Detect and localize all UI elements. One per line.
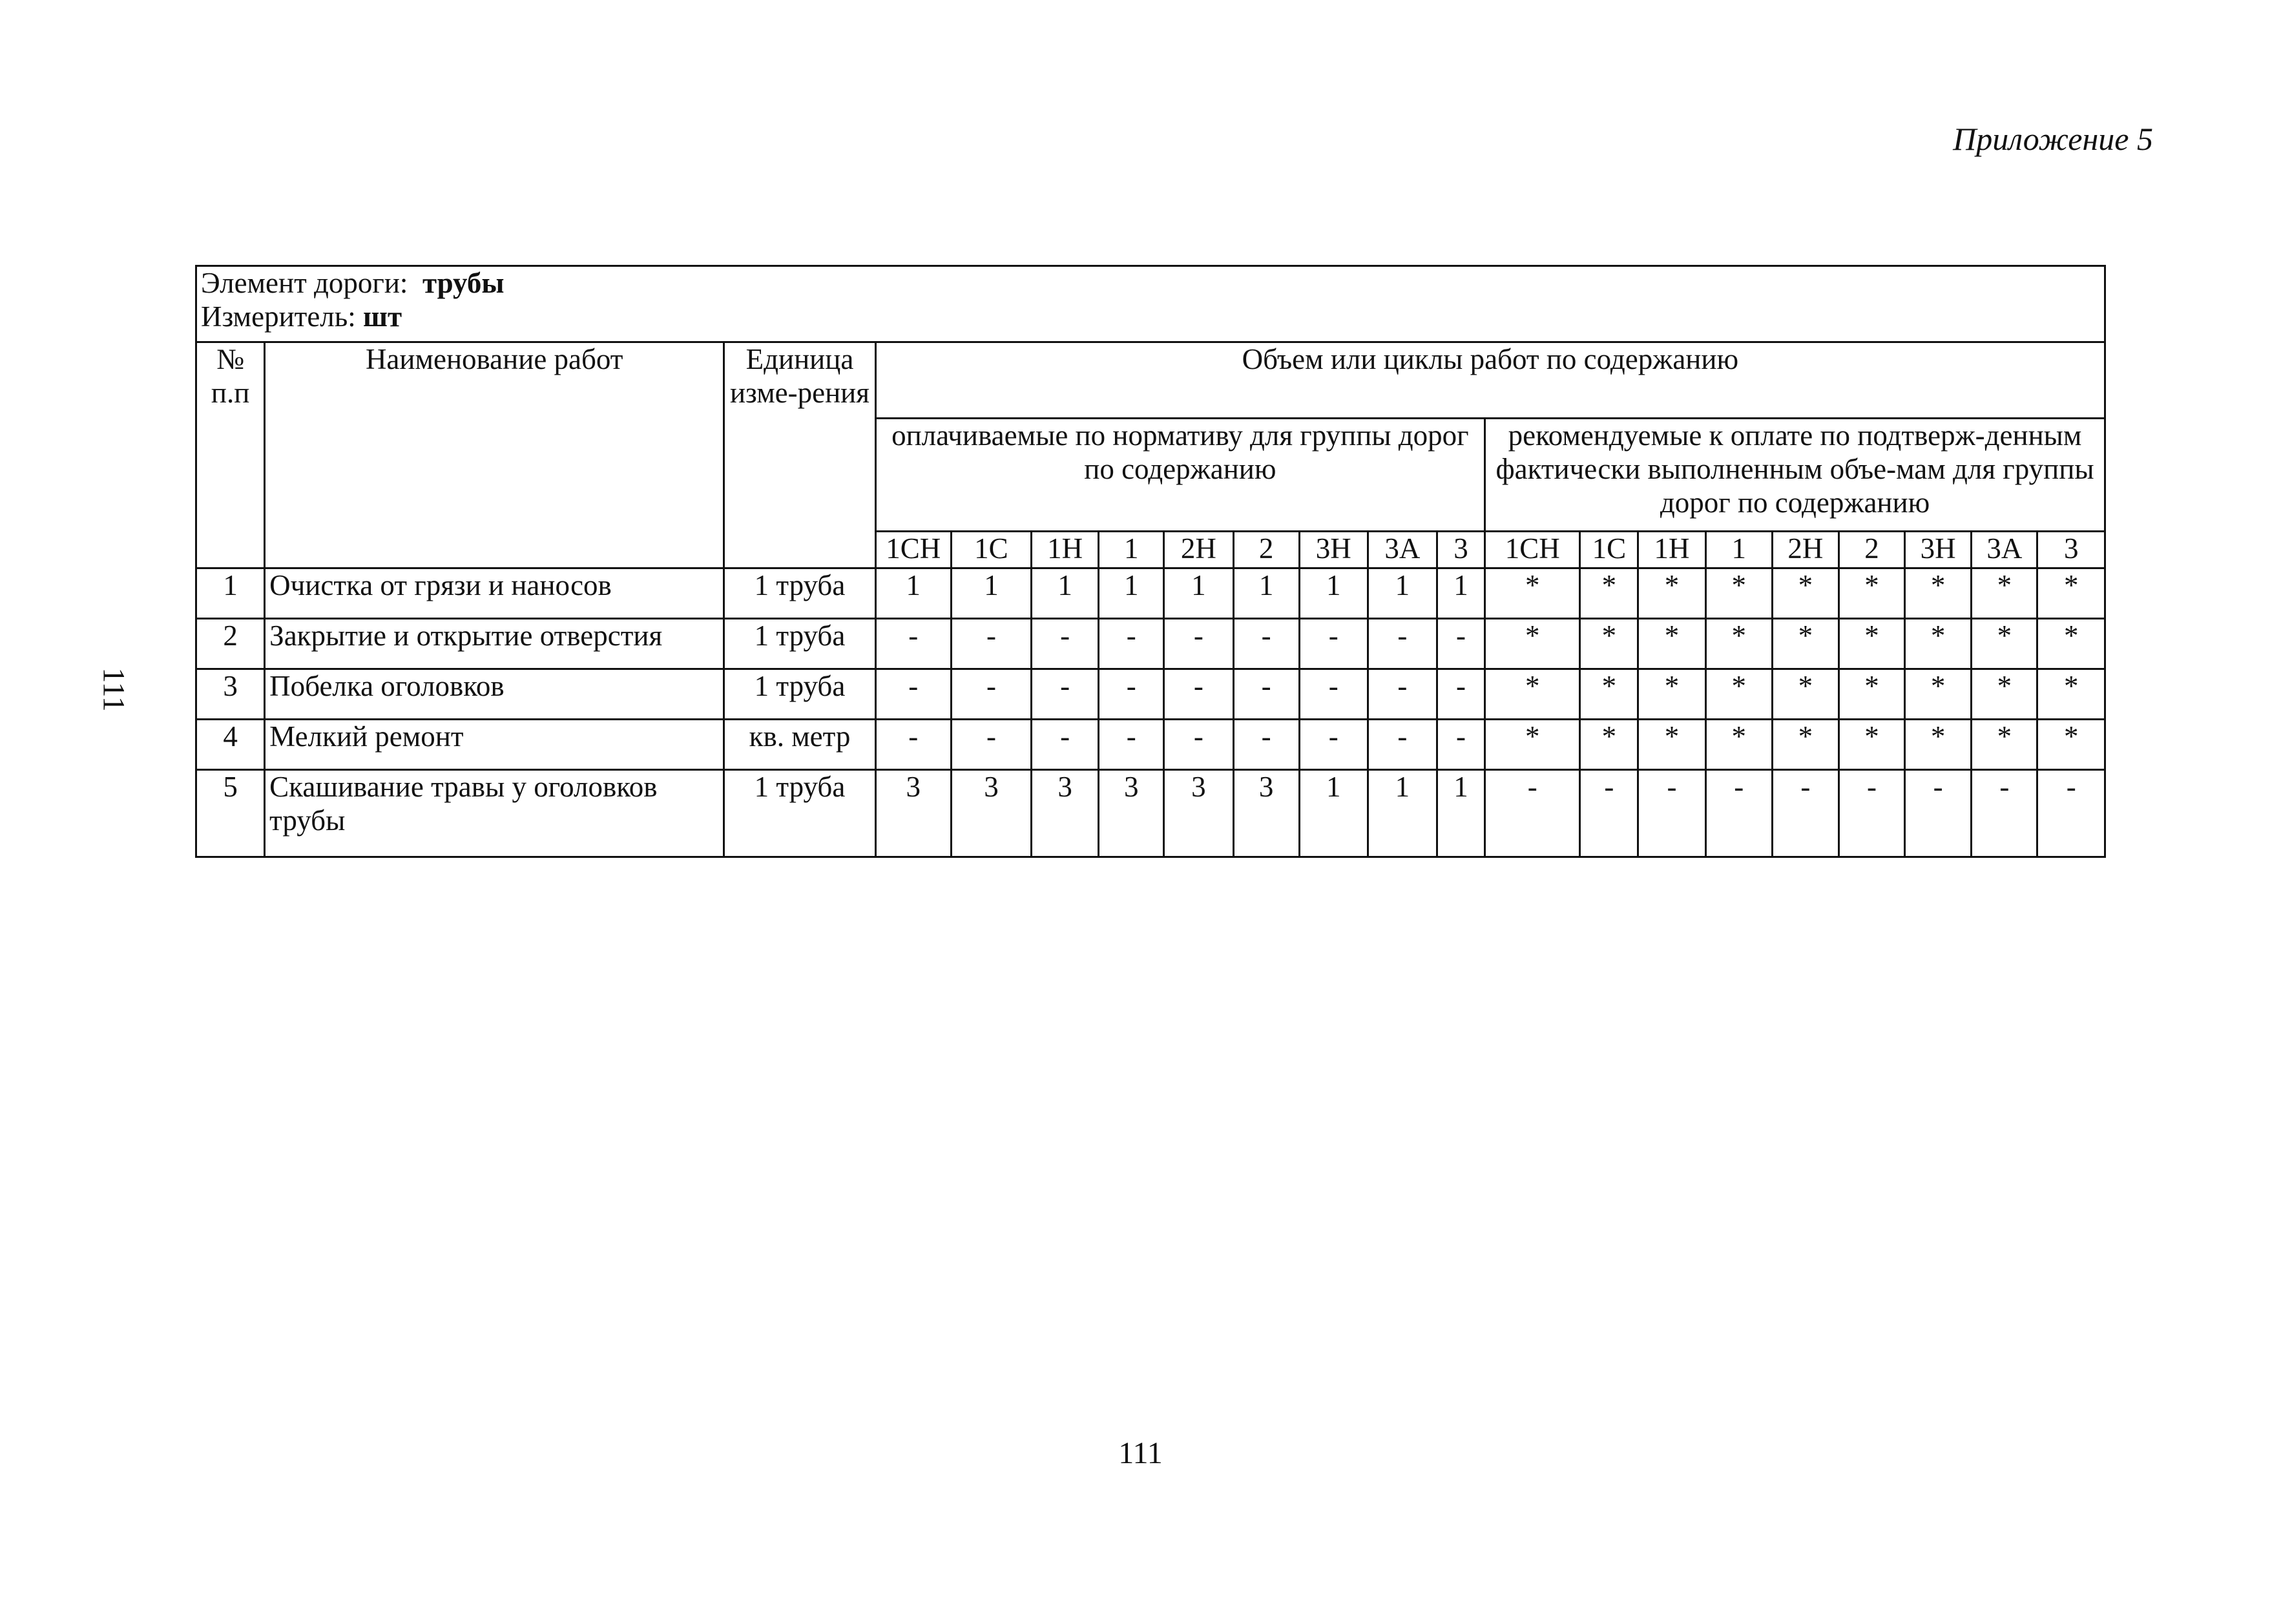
row-paid-value: - bbox=[1437, 720, 1484, 770]
row-number: 4 bbox=[196, 720, 265, 770]
row-recommended-value: * bbox=[1485, 669, 1580, 720]
row-recommended-value: * bbox=[1638, 720, 1705, 770]
row-paid-value: 1 bbox=[1299, 568, 1368, 619]
table-row bbox=[196, 720, 2105, 770]
row-recommended-value: * bbox=[1838, 568, 1904, 619]
group-header-recommended: 2 bbox=[1838, 532, 1904, 568]
row-unit: 1 труба bbox=[724, 669, 875, 720]
row-recommended-value: * bbox=[2037, 619, 2105, 669]
row-recommended-value: * bbox=[1485, 619, 1580, 669]
row-paid-value: - bbox=[1368, 619, 1437, 669]
row-recommended-value: * bbox=[1580, 669, 1638, 720]
appendix-label: Приложение 5 bbox=[1953, 121, 2153, 157]
row-recommended-value: * bbox=[2037, 720, 2105, 770]
row-paid-value: - bbox=[951, 619, 1031, 669]
row-number: 1 bbox=[196, 568, 265, 619]
row-paid-value: - bbox=[1368, 669, 1437, 720]
row-paid-value: - bbox=[1032, 720, 1099, 770]
row-recommended-value: * bbox=[1772, 669, 1838, 720]
meter-value: шт bbox=[363, 300, 402, 333]
group-header-paid: 1СН bbox=[875, 532, 951, 568]
row-recommended-value: * bbox=[1485, 720, 1580, 770]
row-paid-value: 3 bbox=[1233, 770, 1299, 857]
row-recommended-value: - bbox=[1638, 770, 1705, 857]
row-paid-value: 1 bbox=[1299, 770, 1368, 857]
row-paid-value: 1 bbox=[1099, 568, 1164, 619]
row-recommended-value: * bbox=[1580, 568, 1638, 619]
row-recommended-value: * bbox=[1972, 619, 2037, 669]
row-paid-value: - bbox=[875, 669, 951, 720]
group-header-recommended: 1Н bbox=[1638, 532, 1705, 568]
header-unit: Единица изме-рения bbox=[724, 342, 875, 568]
header-paid: оплачиваемые по нормативу для группы дорог по содержанию bbox=[875, 419, 1484, 532]
element-value: трубы bbox=[422, 267, 505, 299]
row-paid-value: - bbox=[1099, 669, 1164, 720]
row-paid-value: - bbox=[1164, 669, 1233, 720]
row-paid-value: - bbox=[875, 720, 951, 770]
element-label: Элемент дороги: bbox=[201, 267, 408, 299]
row-paid-value: 1 bbox=[875, 568, 951, 619]
group-header-paid: 3Н bbox=[1299, 532, 1368, 568]
row-paid-value: - bbox=[1233, 619, 1299, 669]
works-table bbox=[195, 265, 2106, 858]
row-recommended-value: * bbox=[1705, 568, 1772, 619]
table-row bbox=[196, 770, 2105, 857]
row-paid-value: - bbox=[1437, 619, 1484, 669]
row-paid-value: 1 bbox=[1233, 568, 1299, 619]
row-recommended-value: * bbox=[1772, 720, 1838, 770]
row-number: 3 bbox=[196, 669, 265, 720]
row-paid-value: 3 bbox=[1164, 770, 1233, 857]
group-header-paid: 3 bbox=[1437, 532, 1484, 568]
row-number: 2 bbox=[196, 619, 265, 669]
row-number: 5 bbox=[196, 770, 265, 857]
row-paid-value: - bbox=[1164, 619, 1233, 669]
row-recommended-value: * bbox=[1705, 619, 1772, 669]
row-recommended-value: - bbox=[1905, 770, 1972, 857]
header-num: № п.п bbox=[196, 342, 265, 568]
row-paid-value: - bbox=[1299, 669, 1368, 720]
row-paid-value: 1 bbox=[1368, 770, 1437, 857]
row-paid-value: - bbox=[1233, 669, 1299, 720]
row-paid-value: 1 bbox=[1164, 568, 1233, 619]
group-header-paid: 2 bbox=[1233, 532, 1299, 568]
row-recommended-value: - bbox=[1705, 770, 1772, 857]
row-recommended-value: - bbox=[1580, 770, 1638, 857]
row-paid-value: - bbox=[1437, 669, 1484, 720]
row-paid-value: - bbox=[951, 669, 1031, 720]
table-row bbox=[196, 669, 2105, 720]
table-info-header bbox=[196, 266, 2105, 342]
row-paid-value: 1 bbox=[1368, 568, 1437, 619]
side-page-number: 111 bbox=[96, 667, 131, 712]
group-header-recommended: 3Н bbox=[1905, 532, 1972, 568]
row-recommended-value: * bbox=[1838, 720, 1904, 770]
group-header-recommended: 2Н bbox=[1772, 532, 1838, 568]
row-unit: 1 труба bbox=[724, 568, 875, 619]
row-recommended-value: * bbox=[1838, 619, 1904, 669]
group-header-paid: 1С bbox=[951, 532, 1031, 568]
row-recommended-value: * bbox=[1638, 669, 1705, 720]
row-paid-value: 1 bbox=[1437, 568, 1484, 619]
row-recommended-value: - bbox=[1485, 770, 1580, 857]
row-paid-value: - bbox=[1032, 669, 1099, 720]
row-recommended-value: * bbox=[1580, 619, 1638, 669]
row-recommended-value: * bbox=[1972, 568, 2037, 619]
row-paid-value: 3 bbox=[951, 770, 1031, 857]
row-recommended-value: * bbox=[1905, 720, 1972, 770]
group-header-paid: 1Н bbox=[1032, 532, 1099, 568]
row-paid-value: 3 bbox=[1099, 770, 1164, 857]
group-header-recommended: 3 bbox=[2037, 532, 2105, 568]
table-row bbox=[196, 619, 2105, 669]
row-paid-value: 1 bbox=[1437, 770, 1484, 857]
header-recommended: рекомендуемые к оплате по подтверж-денным фактически выполненным объе-мам для группы дорог по содержанию bbox=[1485, 419, 2105, 532]
row-recommended-value: - bbox=[2037, 770, 2105, 857]
row-unit: кв. метр bbox=[724, 720, 875, 770]
group-header-paid: 1 bbox=[1099, 532, 1164, 568]
row-recommended-value: * bbox=[1905, 568, 1972, 619]
row-recommended-value: * bbox=[1972, 720, 2037, 770]
row-recommended-value: * bbox=[1838, 669, 1904, 720]
row-paid-value: - bbox=[1099, 720, 1164, 770]
row-paid-value: - bbox=[1299, 619, 1368, 669]
row-recommended-value: * bbox=[2037, 669, 2105, 720]
row-work-name: Побелка оголовков bbox=[265, 669, 724, 720]
row-recommended-value: - bbox=[1838, 770, 1904, 857]
row-recommended-value: - bbox=[1972, 770, 2037, 857]
row-work-name: Мелкий ремонт bbox=[265, 720, 724, 770]
row-paid-value: - bbox=[1299, 720, 1368, 770]
row-unit: 1 труба bbox=[724, 619, 875, 669]
row-recommended-value: * bbox=[1705, 720, 1772, 770]
row-paid-value: - bbox=[1099, 619, 1164, 669]
row-paid-value: - bbox=[1032, 619, 1099, 669]
table-row bbox=[196, 568, 2105, 619]
group-header-paid: 3А bbox=[1368, 532, 1437, 568]
page-number: 111 bbox=[1118, 1436, 1163, 1470]
row-recommended-value: * bbox=[1972, 669, 2037, 720]
row-paid-value: - bbox=[1368, 720, 1437, 770]
header-volume: Объем или циклы работ по содержанию bbox=[875, 342, 2105, 419]
row-paid-value: - bbox=[1164, 720, 1233, 770]
row-paid-value: 3 bbox=[875, 770, 951, 857]
group-header-recommended: 1С bbox=[1580, 532, 1638, 568]
row-recommended-value: * bbox=[2037, 568, 2105, 619]
meter-label: Измеритель: bbox=[201, 300, 356, 333]
row-work-name: Скашивание травы у оголовков трубы bbox=[265, 770, 724, 857]
row-paid-value: 1 bbox=[1032, 568, 1099, 619]
row-unit: 1 труба bbox=[724, 770, 875, 857]
row-recommended-value: * bbox=[1772, 619, 1838, 669]
row-recommended-value: * bbox=[1772, 568, 1838, 619]
row-recommended-value: * bbox=[1705, 669, 1772, 720]
row-paid-value: 3 bbox=[1032, 770, 1099, 857]
row-paid-value: - bbox=[1233, 720, 1299, 770]
row-recommended-value: * bbox=[1638, 568, 1705, 619]
row-work-name: Закрытие и открытие отверстия bbox=[265, 619, 724, 669]
row-paid-value: 1 bbox=[951, 568, 1031, 619]
row-recommended-value: * bbox=[1905, 619, 1972, 669]
row-work-name: Очистка от грязи и наносов bbox=[265, 568, 724, 619]
row-recommended-value: * bbox=[1580, 720, 1638, 770]
row-recommended-value: * bbox=[1638, 619, 1705, 669]
group-header-recommended: 1 bbox=[1705, 532, 1772, 568]
group-header-paid: 2Н bbox=[1164, 532, 1233, 568]
group-header-recommended: 1СН bbox=[1485, 532, 1580, 568]
row-recommended-value: - bbox=[1772, 770, 1838, 857]
row-paid-value: - bbox=[951, 720, 1031, 770]
row-recommended-value: * bbox=[1905, 669, 1972, 720]
header-name: Наименование работ bbox=[265, 342, 724, 568]
row-paid-value: - bbox=[875, 619, 951, 669]
group-header-recommended: 3А bbox=[1972, 532, 2037, 568]
row-recommended-value: * bbox=[1485, 568, 1580, 619]
